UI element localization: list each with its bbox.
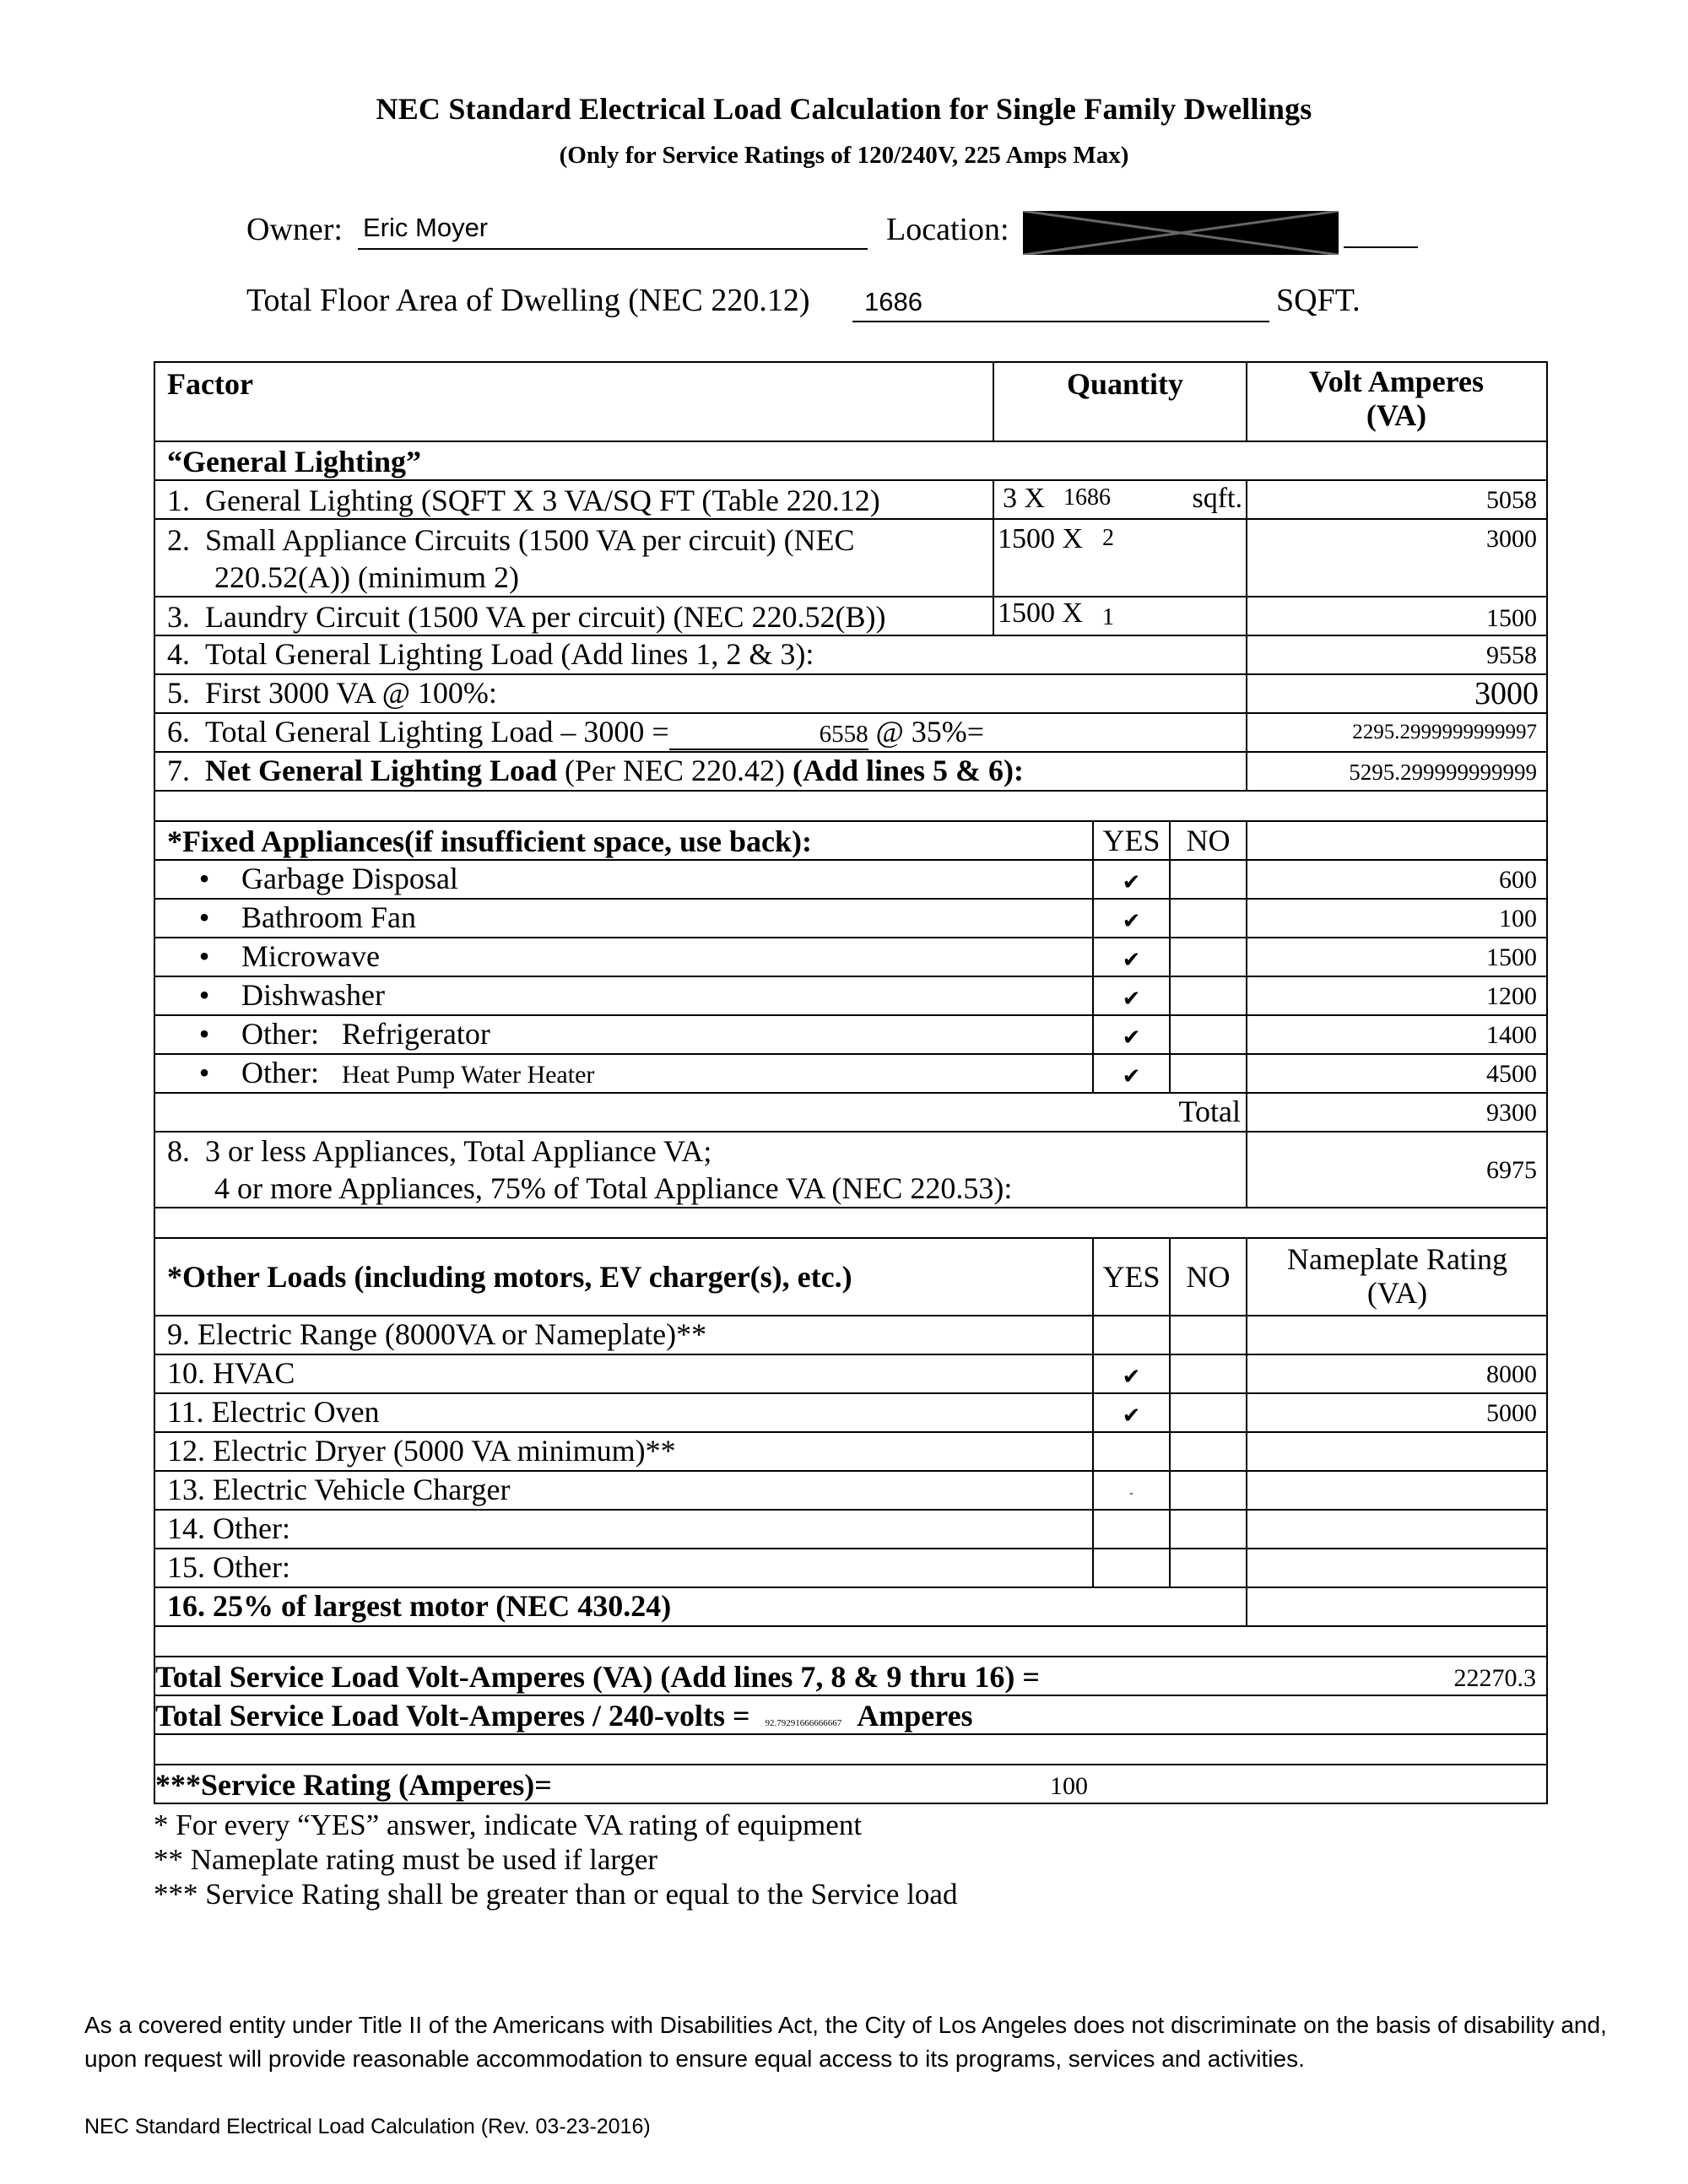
total-va-value[interactable]: 22270.3 — [1453, 1664, 1536, 1692]
other-load-no-checkbox[interactable] — [1169, 1549, 1246, 1587]
other-load-yes-checkbox[interactable] — [1092, 1355, 1169, 1392]
other-load-yes-checkbox[interactable] — [1092, 1394, 1169, 1431]
other-load-va-cell[interactable] — [1246, 1433, 1547, 1470]
appliance-va-cell[interactable] — [1246, 938, 1547, 976]
appliance-yes-checkbox[interactable] — [1092, 900, 1169, 937]
appliance-row — [154, 938, 1548, 977]
other-load-label: 15. Other: — [167, 1550, 290, 1584]
ada-notice: As a covered entity under Title II of the Americans with Disabilities Act, the City of Los Angeles does not discriminate on the basis of disability and, upon request will provide reasonable accommodation to ensure equal access to its programs, services and activities. — [84, 2012, 1607, 2072]
line-1-row — [154, 481, 1548, 520]
appliance-label: Microwave — [241, 939, 380, 973]
total-va-label: Total Service Load Volt-Amperes (VA) (Add lines 7, 8 & 9 thru 16) = — [155, 1660, 1040, 1694]
line-4-va: 9558 — [1486, 641, 1537, 669]
appliance-no-checkbox[interactable] — [1169, 1016, 1246, 1053]
bullet-icon: • — [198, 1056, 210, 1089]
line-3-quantity-cell[interactable] — [993, 597, 1246, 635]
appliance-va: 100 — [1499, 905, 1537, 933]
other-load-label: 9. Electric Range (8000VA or Nameplate)** — [167, 1317, 707, 1351]
spacer-row — [154, 1735, 1548, 1765]
line-7-num: 7. — [167, 754, 190, 787]
line-3-row — [154, 597, 1548, 636]
line-1-num: 1. — [167, 484, 190, 517]
line-6-va-cell[interactable] — [1246, 714, 1547, 751]
redaction-x-icon — [1023, 211, 1339, 255]
appliance-va-cell[interactable] — [1246, 1055, 1547, 1092]
other-load-va-cell[interactable] — [1246, 1355, 1547, 1392]
line-4-num: 4. — [167, 637, 190, 671]
appliance-yes-checkbox[interactable] — [1092, 1055, 1169, 1092]
appliance-no-checkbox[interactable] — [1169, 977, 1246, 1014]
owner-label: Owner: — [246, 212, 343, 247]
other-load-yes-checkbox[interactable] — [1092, 1472, 1169, 1509]
check-icon: ✔ — [1122, 870, 1141, 895]
line-5-label: First 3000 VA @ 100%: — [205, 676, 497, 710]
va-header-line2: (VA) — [1366, 398, 1427, 432]
appliance-yes-checkbox[interactable] — [1092, 861, 1169, 898]
line-6-inline-field[interactable] — [669, 721, 868, 750]
factor-header: Factor — [167, 367, 253, 401]
other-load-no-checkbox[interactable] — [1169, 1316, 1246, 1354]
bullet-icon: • — [198, 862, 210, 895]
other-load-row — [154, 1511, 1548, 1549]
total-amps-row — [154, 1696, 1548, 1735]
other-load-label: 13. Electric Vehicle Charger — [167, 1473, 511, 1506]
footnote-3: *** Service Rating shall be greater than or equal to the Service load — [154, 1878, 958, 1911]
other-load-label: 12. Electric Dryer (5000 VA minimum)** — [167, 1434, 676, 1468]
line-6-row — [154, 714, 1548, 753]
other-load-yes-checkbox[interactable] — [1092, 1433, 1169, 1470]
other-load-va-cell[interactable] — [1246, 1394, 1547, 1431]
page-subtitle: (Only for Service Ratings of 120/240V, 225 Amps Max) — [559, 142, 1129, 169]
appliance-yes-checkbox[interactable] — [1092, 977, 1169, 1014]
line-1-quantity-cell[interactable] — [993, 481, 1246, 518]
other-load-no-checkbox[interactable] — [1169, 1511, 1246, 1548]
line-8-va: 6975 — [1486, 1156, 1537, 1184]
other-load-yes-checkbox[interactable] — [1092, 1316, 1169, 1354]
line-4-va-cell[interactable] — [1246, 636, 1547, 673]
va-header-line1: Volt Amperes — [1309, 365, 1484, 398]
check-icon: ✔ — [1122, 1365, 1141, 1390]
fixed-no-header: NO — [1169, 822, 1246, 859]
line-7-label-bold: Net General Lighting Load — [205, 754, 558, 787]
other-load-no-checkbox[interactable] — [1169, 1433, 1246, 1470]
line-8-text2: 4 or more Appliances, 75% of Total Appliance VA (NEC 220.53): — [214, 1171, 1013, 1205]
line-8-va-cell[interactable] — [1246, 1133, 1547, 1207]
line-7-label-bold2: (Add lines 5 & 6): — [792, 754, 1024, 787]
fixed-total-va: 9300 — [1486, 1099, 1537, 1127]
other-load-no-checkbox[interactable] — [1169, 1472, 1246, 1509]
other-load-label: 10. HVAC — [167, 1356, 295, 1390]
spacer-row — [154, 1208, 1548, 1239]
line-2-label: Small Appliance Circuits (1500 VA per circuit) (NEC — [205, 523, 855, 557]
line-3-num: 3. — [167, 600, 190, 634]
line-1-qty-value: 1686 — [1063, 484, 1111, 511]
appliance-label: Bathroom Fan — [241, 900, 416, 934]
line-3-label: Laundry Circuit (1500 VA per circuit) (NEC 220.52(B)) — [205, 600, 886, 634]
nameplate-header-line1: Nameplate Rating — [1287, 1242, 1507, 1276]
appliance-va-cell[interactable] — [1246, 861, 1547, 898]
check-icon: ✔ — [1122, 1025, 1141, 1051]
other-load-no-checkbox[interactable] — [1169, 1394, 1246, 1431]
line-4-label: Total General Lighting Load (Add lines 1, 2 & 3): — [205, 637, 814, 671]
appliance-yes-checkbox[interactable] — [1092, 1016, 1169, 1053]
stray-mark: - — [1129, 1487, 1133, 1500]
footnotes — [154, 1808, 957, 1911]
fixed-appliances-total-row — [154, 1094, 1548, 1133]
appliance-va: 1500 — [1486, 943, 1537, 971]
line-1-va: 5058 — [1486, 486, 1537, 514]
line-6-inline-value: 6558 — [819, 721, 868, 748]
other-yes-header: YES — [1092, 1239, 1169, 1315]
other-load-row — [154, 1355, 1548, 1394]
other-load-va-cell[interactable] — [1246, 1472, 1547, 1509]
appliance-va: 1400 — [1486, 1021, 1537, 1049]
floor-area-field[interactable] — [852, 282, 1269, 322]
appliance-va-cell[interactable] — [1246, 1016, 1547, 1053]
footnote-2: ** Nameplate rating must be used if larger — [154, 1843, 658, 1876]
line-8-text1: 3 or less Appliances, Total Appliance VA; — [205, 1134, 712, 1168]
other-load-va-cell[interactable] — [1246, 1549, 1547, 1587]
other-load-yes-checkbox[interactable] — [1092, 1511, 1169, 1548]
other-no-header: NO — [1169, 1239, 1246, 1315]
appliance-va-cell[interactable] — [1246, 977, 1547, 1014]
total-va-row — [154, 1657, 1548, 1696]
total-amps-label: Total Service Load Volt-Amperes / 240-volts = — [155, 1699, 750, 1733]
fixed-yes-header: YES — [1092, 822, 1169, 859]
other-load-va-cell[interactable] — [1246, 1511, 1547, 1548]
total-amps-value[interactable]: 92.79291666666667 — [765, 1718, 842, 1728]
service-rating-row — [154, 1765, 1548, 1804]
general-lighting-heading-row — [154, 442, 1548, 481]
line-16-label: 16. 25% of largest motor (NEC 430.24) — [167, 1589, 672, 1623]
floor-area-label: Total Floor Area of Dwelling (NEC 220.12) — [246, 283, 810, 318]
check-icon: ✔ — [1122, 1403, 1141, 1429]
line-8-num: 8. — [167, 1134, 190, 1168]
other-load-no-checkbox[interactable] — [1169, 1355, 1246, 1392]
line-2-qty-prefix: 1500 X — [998, 523, 1084, 554]
line-5-va-cell[interactable] — [1246, 675, 1547, 712]
appliance-label: Garbage Disposal — [241, 862, 458, 895]
line-5-row — [154, 675, 1548, 714]
service-rating-value[interactable]: 100 — [1050, 1772, 1088, 1800]
bullet-icon: • — [198, 900, 210, 934]
appliance-va: 1200 — [1486, 982, 1537, 1010]
appliance-no-checkbox[interactable] — [1169, 938, 1246, 976]
other-load-row — [154, 1316, 1548, 1355]
other-load-label: 14. Other: — [167, 1511, 290, 1545]
appliance-no-checkbox[interactable] — [1169, 900, 1246, 937]
line-2-num: 2. — [167, 523, 190, 557]
appliance-va-cell[interactable] — [1246, 900, 1547, 937]
line-1-label: General Lighting (SQFT X 3 VA/SQ FT (Table 220.12) — [205, 484, 880, 517]
appliance-label: Other: — [241, 1056, 319, 1089]
other-load-row — [154, 1549, 1548, 1588]
appliance-label: Dishwasher — [241, 978, 385, 1012]
line-7-va: 5295.299999999999 — [1349, 760, 1537, 785]
line-4-row — [154, 636, 1548, 675]
line-3-qty-value: 1 — [1102, 604, 1114, 630]
check-icon: ✔ — [1122, 948, 1141, 973]
appliance-va: 600 — [1499, 866, 1537, 894]
line-3-va-cell[interactable] — [1246, 597, 1547, 635]
general-lighting-heading: “General Lighting” — [167, 445, 422, 478]
line-16-va-cell[interactable] — [1246, 1588, 1547, 1625]
other-load-va: 8000 — [1486, 1360, 1537, 1388]
owner-value: Eric Moyer — [363, 213, 489, 242]
line-5-va: 3000 — [1474, 676, 1539, 711]
appliance-no-checkbox[interactable] — [1169, 1055, 1246, 1092]
table-header-row — [154, 361, 1548, 442]
appliance-other-value[interactable]: Heat Pump Water Heater — [341, 1061, 595, 1089]
appliance-row — [154, 1055, 1548, 1094]
line-6-va: 2295.2999999999997 — [1352, 721, 1537, 743]
location-field-tail[interactable] — [1344, 246, 1418, 248]
line-6-suffix: @ 35%= — [875, 715, 985, 749]
line-1-qty-prefix: 3 X — [1003, 483, 1046, 514]
spacer-row — [154, 792, 1548, 822]
fixed-appliances-heading: *Fixed Appliances(if insufficient space, use back): — [167, 824, 813, 858]
other-load-va-cell[interactable] — [1246, 1316, 1547, 1354]
other-load-yes-checkbox[interactable] — [1092, 1549, 1169, 1587]
appliance-label: Other: — [241, 1017, 319, 1051]
line-2-va-cell[interactable] — [1246, 520, 1547, 596]
line-3-va: 1500 — [1486, 604, 1537, 632]
bullet-icon: • — [198, 1017, 210, 1051]
line-16-row — [154, 1588, 1548, 1627]
check-icon: ✔ — [1122, 1064, 1141, 1089]
service-rating-label: ***Service Rating (Amperes)= — [155, 1768, 552, 1802]
floor-area-value: 1686 — [864, 287, 922, 316]
line-5-num: 5. — [167, 676, 190, 710]
appliance-va: 4500 — [1486, 1060, 1537, 1088]
floor-area-unit: SQFT. — [1276, 283, 1361, 318]
line-6-label: Total General Lighting Load – 3000 = — [205, 715, 669, 749]
fixed-appliances-heading-row — [154, 822, 1548, 861]
other-load-row — [154, 1394, 1548, 1433]
appliance-row — [154, 1016, 1548, 1055]
nameplate-rating-header — [1246, 1239, 1547, 1315]
line-3-qty-prefix: 1500 X — [998, 597, 1084, 629]
location-label: Location: — [886, 212, 1009, 247]
spacer-row — [154, 1627, 1548, 1657]
other-loads-heading: *Other Loads (including motors, EV charger(s), etc.) — [167, 1260, 852, 1294]
line-2-row — [154, 520, 1548, 597]
line-6-num: 6. — [167, 715, 190, 749]
fixed-total-label: Total — [1178, 1095, 1241, 1128]
appliance-other-value[interactable]: Refrigerator — [341, 1017, 490, 1051]
footnote-1: * For every “YES” answer, indicate VA rating of equipment — [154, 1808, 863, 1841]
line-2-va: 3000 — [1486, 525, 1537, 553]
appliance-row — [154, 861, 1548, 900]
line-1-va-cell[interactable] — [1246, 481, 1547, 518]
other-load-va: 5000 — [1486, 1399, 1537, 1427]
bullet-icon: • — [198, 978, 210, 1012]
line-2-label-cont: 220.52(A)) (minimum 2) — [214, 560, 519, 594]
line-8-row — [154, 1133, 1548, 1208]
line-7-label: (Per NEC 220.42) — [565, 754, 785, 787]
line-7-row — [154, 753, 1548, 792]
bullet-icon: • — [198, 939, 210, 973]
page-title: NEC Standard Electrical Load Calculation for Single Family Dwellings — [376, 92, 1312, 126]
appliance-no-checkbox[interactable] — [1169, 861, 1246, 898]
other-load-row — [154, 1433, 1548, 1472]
va-header — [1246, 365, 1547, 432]
line-1-qty-unit: sqft. — [1192, 483, 1242, 514]
line-2-quantity-cell[interactable] — [993, 520, 1246, 596]
fixed-total-va-cell[interactable] — [1246, 1094, 1547, 1131]
check-icon: ✔ — [1122, 987, 1141, 1012]
check-icon: ✔ — [1122, 909, 1141, 934]
form-grid — [154, 361, 1548, 1830]
nameplate-header-line2: (VA) — [1366, 1276, 1428, 1310]
owner-field[interactable] — [358, 209, 868, 250]
appliance-row — [154, 900, 1548, 938]
other-load-label: 11. Electric Oven — [167, 1395, 380, 1429]
line-7-va-cell[interactable] — [1246, 753, 1547, 790]
appliance-yes-checkbox[interactable] — [1092, 938, 1169, 976]
line-2-qty-value: 2 — [1102, 525, 1114, 551]
appliance-row — [154, 977, 1548, 1016]
other-load-row — [154, 1472, 1548, 1511]
revision-footer: NEC Standard Electrical Load Calculation (Rev. 03-23-2016) — [84, 2115, 651, 2138]
total-amps-unit: Amperes — [857, 1699, 973, 1733]
quantity-header: Quantity — [1067, 367, 1184, 401]
other-loads-heading-row — [154, 1239, 1548, 1316]
location-redaction — [1023, 211, 1339, 255]
